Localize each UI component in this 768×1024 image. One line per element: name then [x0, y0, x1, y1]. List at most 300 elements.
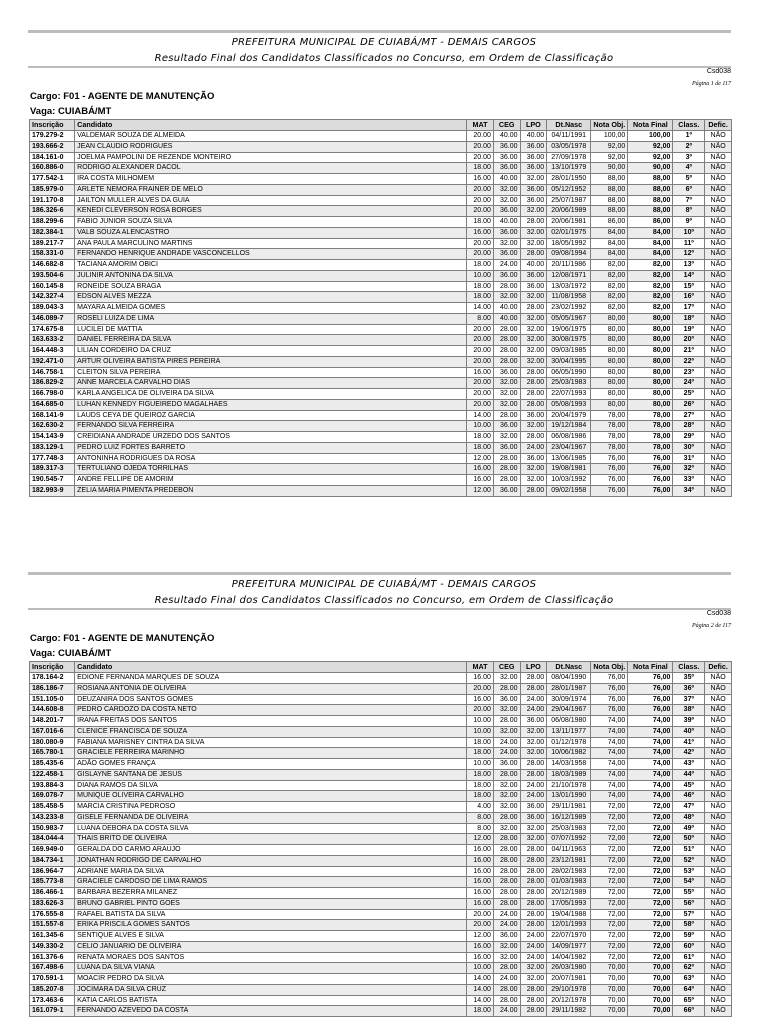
- cell-ceg: 28.00: [493, 963, 520, 974]
- cell-class: 15º: [673, 281, 705, 292]
- cell-nota-obj: 70,00: [591, 1006, 628, 1017]
- cell-ceg: 28.00: [493, 464, 520, 475]
- cell-inscricao: 184.044-4: [30, 834, 75, 845]
- cell-lpo: 32.00: [520, 346, 547, 357]
- cell-inscricao: 185.773-8: [30, 877, 75, 888]
- cell-inscricao: 189.317-3: [30, 464, 75, 475]
- cell-candidato: JULINIR ANTONINA DA SILVA: [75, 270, 467, 281]
- cell-dt-nasc: 13/03/1972: [547, 281, 591, 292]
- cell-nota-final: 76,00: [628, 453, 673, 464]
- cell-nota-obj: 84,00: [591, 227, 628, 238]
- cell-nota-obj: 72,00: [591, 845, 628, 856]
- cell-lpo: 32.00: [520, 737, 547, 748]
- cell-class: 45º: [673, 780, 705, 791]
- cell-candidato: THAIS BRITO DE OLIVEIRA: [75, 834, 467, 845]
- cell-candidato: VALDEMAR SOUZA DE ALMEIDA: [75, 131, 467, 142]
- cell-nota-obj: 74,00: [591, 716, 628, 727]
- cell-candidato: IRA COSTA MILHOMEM: [75, 174, 467, 185]
- cell-nota-final: 72,00: [628, 812, 673, 823]
- cell-lpo: 28.00: [520, 845, 547, 856]
- cell-mat: 20.00: [467, 356, 494, 367]
- cell-ceg: 28.00: [493, 888, 520, 899]
- cell-defic: NÃO: [705, 877, 732, 888]
- cell-defic: NÃO: [705, 195, 732, 206]
- cell-ceg: 28.00: [493, 335, 520, 346]
- cell-class: 9º: [673, 217, 705, 228]
- cell-lpo: 24.00: [520, 705, 547, 716]
- cell-defic: NÃO: [705, 378, 732, 389]
- table-row: [30, 823, 732, 834]
- cell-lpo: 36.00: [520, 270, 547, 281]
- cell-candidato: ARLETE NEMORA FRAINER DE MELO: [75, 184, 467, 195]
- cell-class: 14º: [673, 270, 705, 281]
- cell-nota-obj: 76,00: [591, 453, 628, 464]
- cell-inscricao: 193.884-3: [30, 780, 75, 791]
- cell-candidato: RENATA MORAES DOS SANTOS: [75, 952, 467, 963]
- cell-defic: NÃO: [705, 324, 732, 335]
- cell-nota-final: 82,00: [628, 292, 673, 303]
- cell-nota-final: 80,00: [628, 335, 673, 346]
- cell-defic: NÃO: [705, 238, 732, 249]
- cell-candidato: MOACIR PEDRO DA SILVA: [75, 974, 467, 985]
- cell-inscricao: 183.626-3: [30, 898, 75, 909]
- cell-candidato: ANNE MARCELA CARVALHO DIAS: [75, 378, 467, 389]
- cell-nota-final: 74,00: [628, 726, 673, 737]
- cell-lpo: 28.00: [520, 389, 547, 400]
- cell-ceg: 28.00: [493, 866, 520, 877]
- cell-lpo: 32.00: [520, 748, 547, 759]
- cell-dt-nasc: 10/03/1992: [547, 475, 591, 486]
- cell-nota-obj: 74,00: [591, 748, 628, 759]
- cell-class: 28º: [673, 421, 705, 432]
- cell-dt-nasc: 29/10/1978: [547, 984, 591, 995]
- cell-lpo: 32.00: [520, 475, 547, 486]
- cell-nota-obj: 74,00: [591, 726, 628, 737]
- cell-defic: NÃO: [705, 931, 732, 942]
- cell-mat: 20.00: [467, 378, 494, 389]
- cell-candidato: LUANA DA SILVA VIANA: [75, 963, 467, 974]
- cell-class: 46º: [673, 791, 705, 802]
- column-header-defic: Defic.: [705, 120, 732, 131]
- table-row: [30, 898, 732, 909]
- cell-defic: NÃO: [705, 963, 732, 974]
- table-row: [30, 378, 732, 389]
- cell-dt-nasc: 14/04/1982: [547, 952, 591, 963]
- cell-nota-obj: 82,00: [591, 292, 628, 303]
- column-header-inscricao: Inscrição: [30, 120, 75, 131]
- cell-dt-nasc: 28/02/1983: [547, 866, 591, 877]
- cell-defic: NÃO: [705, 313, 732, 324]
- cell-dt-nasc: 05/05/1967: [547, 313, 591, 324]
- cell-candidato: BARBARA BEZERRA MILANEZ: [75, 888, 467, 899]
- cell-class: 39º: [673, 716, 705, 727]
- cell-candidato: ADRIANE MARIA DA SILVA: [75, 866, 467, 877]
- cell-class: 42º: [673, 748, 705, 759]
- cell-inscricao: 193.666-2: [30, 141, 75, 152]
- cell-class: 5º: [673, 174, 705, 185]
- cell-nota-final: 74,00: [628, 791, 673, 802]
- cell-nota-obj: 76,00: [591, 485, 628, 496]
- cell-mat: 18.00: [467, 281, 494, 292]
- cell-inscricao: 185.207-8: [30, 984, 75, 995]
- cell-nota-obj: 80,00: [591, 335, 628, 346]
- cell-dt-nasc: 08/04/1990: [547, 673, 591, 684]
- table-row: [30, 769, 732, 780]
- cell-mat: 20.00: [467, 705, 494, 716]
- cell-mat: 20.00: [467, 238, 494, 249]
- cell-mat: 20.00: [467, 141, 494, 152]
- cell-nota-obj: 72,00: [591, 855, 628, 866]
- cell-mat: 14.00: [467, 995, 494, 1006]
- cell-inscricao: 169.949-0: [30, 845, 75, 856]
- cell-class: 1º: [673, 131, 705, 142]
- cell-ceg: 28.00: [493, 281, 520, 292]
- cell-dt-nasc: 22/07/1970: [547, 931, 591, 942]
- cell-defic: NÃO: [705, 866, 732, 877]
- cell-dt-nasc: 09/03/1985: [547, 346, 591, 357]
- cell-defic: NÃO: [705, 726, 732, 737]
- cell-lpo: 36.00: [520, 163, 547, 174]
- cell-lpo: 28.00: [520, 877, 547, 888]
- cell-ceg: 36.00: [493, 694, 520, 705]
- table-row: [30, 442, 732, 453]
- cell-candidato: TACIANA AMORIM OBICI: [75, 260, 467, 271]
- cell-inscricao: 182.384-1: [30, 227, 75, 238]
- cell-dt-nasc: 13/01/1990: [547, 791, 591, 802]
- column-header-nota-final: Nota Final: [628, 662, 673, 673]
- cell-nota-final: 72,00: [628, 941, 673, 952]
- cell-inscricao: 143.233-8: [30, 812, 75, 823]
- cell-nota-obj: 80,00: [591, 313, 628, 324]
- cell-nota-final: 92,00: [628, 152, 673, 163]
- cell-ceg: 36.00: [493, 931, 520, 942]
- cell-defic: NÃO: [705, 748, 732, 759]
- cell-lpo: 28.00: [520, 866, 547, 877]
- cell-mat: 16.00: [467, 227, 494, 238]
- cell-candidato: FERNANDO AZEVEDO DA COSTA: [75, 1006, 467, 1017]
- cell-inscricao: 148.201-7: [30, 716, 75, 727]
- cell-mat: 10.00: [467, 421, 494, 432]
- cell-mat: 18.00: [467, 748, 494, 759]
- cell-inscricao: 186.829-2: [30, 378, 75, 389]
- column-header-ceg: CEG: [493, 120, 520, 131]
- cell-dt-nasc: 20/12/1978: [547, 995, 591, 1006]
- table-row: [30, 260, 732, 271]
- cell-nota-obj: 80,00: [591, 356, 628, 367]
- cell-mat: 16.00: [467, 866, 494, 877]
- cell-mat: 20.00: [467, 909, 494, 920]
- cell-defic: NÃO: [705, 845, 732, 856]
- cell-lpo: 28.00: [520, 249, 547, 260]
- cell-defic: NÃO: [705, 475, 732, 486]
- cell-nota-obj: 72,00: [591, 834, 628, 845]
- cell-ceg: 40.00: [493, 174, 520, 185]
- table-row: [30, 726, 732, 737]
- table-row: [30, 888, 732, 899]
- table-row: [30, 812, 732, 823]
- cell-dt-nasc: 20/04/1979: [547, 410, 591, 421]
- cell-mat: 18.00: [467, 432, 494, 443]
- cell-mat: 20.00: [467, 131, 494, 142]
- cell-ceg: 32.00: [493, 399, 520, 410]
- cell-defic: NÃO: [705, 812, 732, 823]
- cell-defic: NÃO: [705, 694, 732, 705]
- cell-inscricao: 189.217-7: [30, 238, 75, 249]
- cell-ceg: 24.00: [493, 974, 520, 985]
- cell-nota-obj: 80,00: [591, 389, 628, 400]
- cell-ceg: 40.00: [493, 217, 520, 228]
- cell-mat: 12.00: [467, 485, 494, 496]
- header-bottom-rule: [28, 66, 731, 68]
- cell-candidato: ZELIA MARIA PIMENTA PREDEBON: [75, 485, 467, 496]
- cell-mat: 20.00: [467, 920, 494, 931]
- cell-class: 8º: [673, 206, 705, 217]
- cell-dt-nasc: 19/04/1988: [547, 909, 591, 920]
- cell-mat: 18.00: [467, 791, 494, 802]
- cell-lpo: 32.00: [520, 974, 547, 985]
- cell-mat: 20.00: [467, 346, 494, 357]
- table-row: [30, 217, 732, 228]
- cell-nota-final: 72,00: [628, 931, 673, 942]
- cell-nota-final: 76,00: [628, 485, 673, 496]
- cell-ceg: 24.00: [493, 748, 520, 759]
- cell-class: 29º: [673, 432, 705, 443]
- cell-mat: 20.00: [467, 389, 494, 400]
- cell-nota-final: 74,00: [628, 780, 673, 791]
- cell-nota-final: 70,00: [628, 974, 673, 985]
- cell-class: 40º: [673, 726, 705, 737]
- cell-class: 11º: [673, 238, 705, 249]
- cell-inscricao: 191.170-8: [30, 195, 75, 206]
- cell-nota-final: 70,00: [628, 963, 673, 974]
- report-title: PREFEITURA MUNICIPAL DE CUIABÁ/MT - DEMAIS CARGOS: [231, 579, 537, 590]
- cell-mat: 20.00: [467, 249, 494, 260]
- cell-lpo: 24.00: [520, 442, 547, 453]
- cell-ceg: 28.00: [493, 769, 520, 780]
- cell-dt-nasc: 30/08/1975: [547, 335, 591, 346]
- cell-nota-final: 76,00: [628, 683, 673, 694]
- cell-mat: 14.00: [467, 410, 494, 421]
- cell-lpo: 28.00: [520, 1006, 547, 1017]
- header-top-rule: [28, 572, 731, 575]
- cell-mat: 16.00: [467, 877, 494, 888]
- cell-ceg: 32.00: [493, 432, 520, 443]
- cell-candidato: RAFAEL BATISTA DA SILVA: [75, 909, 467, 920]
- table-row: [30, 909, 732, 920]
- cell-nota-final: 72,00: [628, 952, 673, 963]
- cell-nota-obj: 72,00: [591, 823, 628, 834]
- cell-ceg: 36.00: [493, 421, 520, 432]
- cell-lpo: 28.00: [520, 920, 547, 931]
- table-row: [30, 941, 732, 952]
- column-header-defic: Defic.: [705, 662, 732, 673]
- cell-dt-nasc: 29/11/1981: [547, 802, 591, 813]
- cell-defic: NÃO: [705, 737, 732, 748]
- cell-dt-nasc: 19/12/1984: [547, 421, 591, 432]
- cell-nota-final: 82,00: [628, 270, 673, 281]
- cell-candidato: CLEITON SILVA PEREIRA: [75, 367, 467, 378]
- table-row: [30, 335, 732, 346]
- cell-class: 53º: [673, 866, 705, 877]
- cell-lpo: 32.00: [520, 227, 547, 238]
- column-header-mat: MAT: [467, 120, 494, 131]
- cell-inscricao: 161.376-6: [30, 952, 75, 963]
- cell-nota-obj: 80,00: [591, 399, 628, 410]
- cell-ceg: 40.00: [493, 313, 520, 324]
- cell-nota-obj: 84,00: [591, 249, 628, 260]
- cell-inscricao: 177.542-1: [30, 174, 75, 185]
- cell-dt-nasc: 14/09/1977: [547, 941, 591, 952]
- cell-dt-nasc: 25/07/1987: [547, 195, 591, 206]
- cell-mat: 10.00: [467, 759, 494, 770]
- cell-mat: 18.00: [467, 442, 494, 453]
- cell-ceg: 32.00: [493, 705, 520, 716]
- cell-candidato: ADÃO GOMES FRANÇA: [75, 759, 467, 770]
- cell-lpo: 24.00: [520, 791, 547, 802]
- table-row: [30, 694, 732, 705]
- cell-defic: NÃO: [705, 705, 732, 716]
- cell-inscricao: 160.145-8: [30, 281, 75, 292]
- cell-dt-nasc: 21/10/1978: [547, 780, 591, 791]
- cell-candidato: ANTONINHA RODRIGUES DA ROSA: [75, 453, 467, 464]
- cell-nota-final: 72,00: [628, 898, 673, 909]
- cell-class: 43º: [673, 759, 705, 770]
- cell-candidato: LUCILEI DE MATTIA: [75, 324, 467, 335]
- table-row: [30, 855, 732, 866]
- cell-ceg: 28.00: [493, 995, 520, 1006]
- cell-defic: NÃO: [705, 442, 732, 453]
- cell-class: 19º: [673, 324, 705, 335]
- cell-candidato: VALB SOUZA ALENCASTRO: [75, 227, 467, 238]
- cell-dt-nasc: 09/02/1958: [547, 485, 591, 496]
- column-header-nota-obj: Nota Obj.: [591, 662, 628, 673]
- cell-ceg: 28.00: [493, 356, 520, 367]
- cell-candidato: GISELE FERNANDA DE OLIVEIRA: [75, 812, 467, 823]
- cell-dt-nasc: 09/08/1994: [547, 249, 591, 260]
- cell-mat: 12.00: [467, 834, 494, 845]
- cell-dt-nasc: 29/11/1982: [547, 1006, 591, 1017]
- cell-mat: 10.00: [467, 716, 494, 727]
- cell-lpo: 36.00: [520, 281, 547, 292]
- cell-defic: NÃO: [705, 249, 732, 260]
- cell-lpo: 28.00: [520, 995, 547, 1006]
- cell-class: 55º: [673, 888, 705, 899]
- cell-defic: NÃO: [705, 791, 732, 802]
- cell-lpo: 32.00: [520, 421, 547, 432]
- cell-inscricao: 174.675-8: [30, 324, 75, 335]
- cell-mat: 12.00: [467, 453, 494, 464]
- cell-candidato: PEDRO LUIZ FORTES BARRETO: [75, 442, 467, 453]
- cell-nota-obj: 80,00: [591, 378, 628, 389]
- cell-candidato: CREIDIANA ANDRADE URZEDO DOS SANTOS: [75, 432, 467, 443]
- cell-nota-obj: 82,00: [591, 281, 628, 292]
- table-row: [30, 877, 732, 888]
- cell-nota-final: 78,00: [628, 442, 673, 453]
- cell-inscricao: 167.498-6: [30, 963, 75, 974]
- cell-nota-final: 72,00: [628, 834, 673, 845]
- table-row: [30, 163, 732, 174]
- cell-lpo: 28.00: [520, 399, 547, 410]
- cell-nota-obj: 74,00: [591, 759, 628, 770]
- cell-nota-obj: 82,00: [591, 270, 628, 281]
- cell-dt-nasc: 25/03/1983: [547, 378, 591, 389]
- cell-class: 51º: [673, 845, 705, 856]
- cell-mat: 18.00: [467, 163, 494, 174]
- cell-nota-final: 80,00: [628, 324, 673, 335]
- cell-defic: NÃO: [705, 335, 732, 346]
- cell-inscricao: 142.327-4: [30, 292, 75, 303]
- table-row: [30, 464, 732, 475]
- cell-mat: 16.00: [467, 898, 494, 909]
- cell-nota-obj: 78,00: [591, 410, 628, 421]
- cell-lpo: 28.00: [520, 303, 547, 314]
- cell-nota-obj: 70,00: [591, 984, 628, 995]
- cell-dt-nasc: 19/06/1975: [547, 324, 591, 335]
- cell-lpo: 32.00: [520, 313, 547, 324]
- cell-dt-nasc: 17/05/1993: [547, 898, 591, 909]
- cell-nota-final: 74,00: [628, 737, 673, 748]
- cell-candidato: ARTUR OLIVEIRA BATISTA PIRES PEREIRA: [75, 356, 467, 367]
- cell-dt-nasc: 20/07/1981: [547, 974, 591, 985]
- cell-dt-nasc: 18/03/1989: [547, 769, 591, 780]
- cell-ceg: 28.00: [493, 898, 520, 909]
- table-row: [30, 759, 732, 770]
- cell-nota-final: 72,00: [628, 877, 673, 888]
- cell-nota-final: 82,00: [628, 260, 673, 271]
- cell-candidato: BRUNO GABRIEL PINTO GOES: [75, 898, 467, 909]
- cell-nota-obj: 72,00: [591, 909, 628, 920]
- column-header-dt-nasc: Dt.Nasc: [547, 662, 591, 673]
- table-row: [30, 963, 732, 974]
- cell-mat: 18.00: [467, 780, 494, 791]
- cell-mat: 16.00: [467, 845, 494, 856]
- cell-nota-final: 72,00: [628, 920, 673, 931]
- cell-mat: 18.00: [467, 737, 494, 748]
- cell-ceg: 32.00: [493, 184, 520, 195]
- cell-mat: 20.00: [467, 335, 494, 346]
- cell-inscricao: 144.608-8: [30, 705, 75, 716]
- table-row: [30, 791, 732, 802]
- report-subtitle: Resultado Final dos Candidatos Classificados no Concurso, em Ordem de Classificação: [154, 53, 614, 64]
- cell-lpo: 24.00: [520, 694, 547, 705]
- cell-class: 30º: [673, 442, 705, 453]
- cell-class: 33º: [673, 475, 705, 486]
- cell-class: 3º: [673, 152, 705, 163]
- cell-lpo: 32.00: [520, 726, 547, 737]
- cell-mat: 16.00: [467, 174, 494, 185]
- cell-nota-obj: 90,00: [591, 163, 628, 174]
- cell-dt-nasc: 13/11/1977: [547, 726, 591, 737]
- cell-defic: NÃO: [705, 974, 732, 985]
- cell-nota-final: 74,00: [628, 716, 673, 727]
- cell-nota-final: 80,00: [628, 378, 673, 389]
- cell-defic: NÃO: [705, 823, 732, 834]
- cell-nota-obj: 86,00: [591, 217, 628, 228]
- cell-nota-obj: 88,00: [591, 174, 628, 185]
- cell-dt-nasc: 23/12/1981: [547, 855, 591, 866]
- cell-dt-nasc: 06/08/1980: [547, 716, 591, 727]
- cell-class: 35º: [673, 673, 705, 684]
- cell-class: 54º: [673, 877, 705, 888]
- cell-ceg: 32.00: [493, 378, 520, 389]
- cell-nota-final: 72,00: [628, 845, 673, 856]
- cell-mat: 16.00: [467, 952, 494, 963]
- cell-lpo: 28.00: [520, 888, 547, 899]
- cell-nota-obj: 70,00: [591, 995, 628, 1006]
- cell-defic: NÃO: [705, 174, 732, 185]
- cell-nota-obj: 80,00: [591, 346, 628, 357]
- cell-defic: NÃO: [705, 888, 732, 899]
